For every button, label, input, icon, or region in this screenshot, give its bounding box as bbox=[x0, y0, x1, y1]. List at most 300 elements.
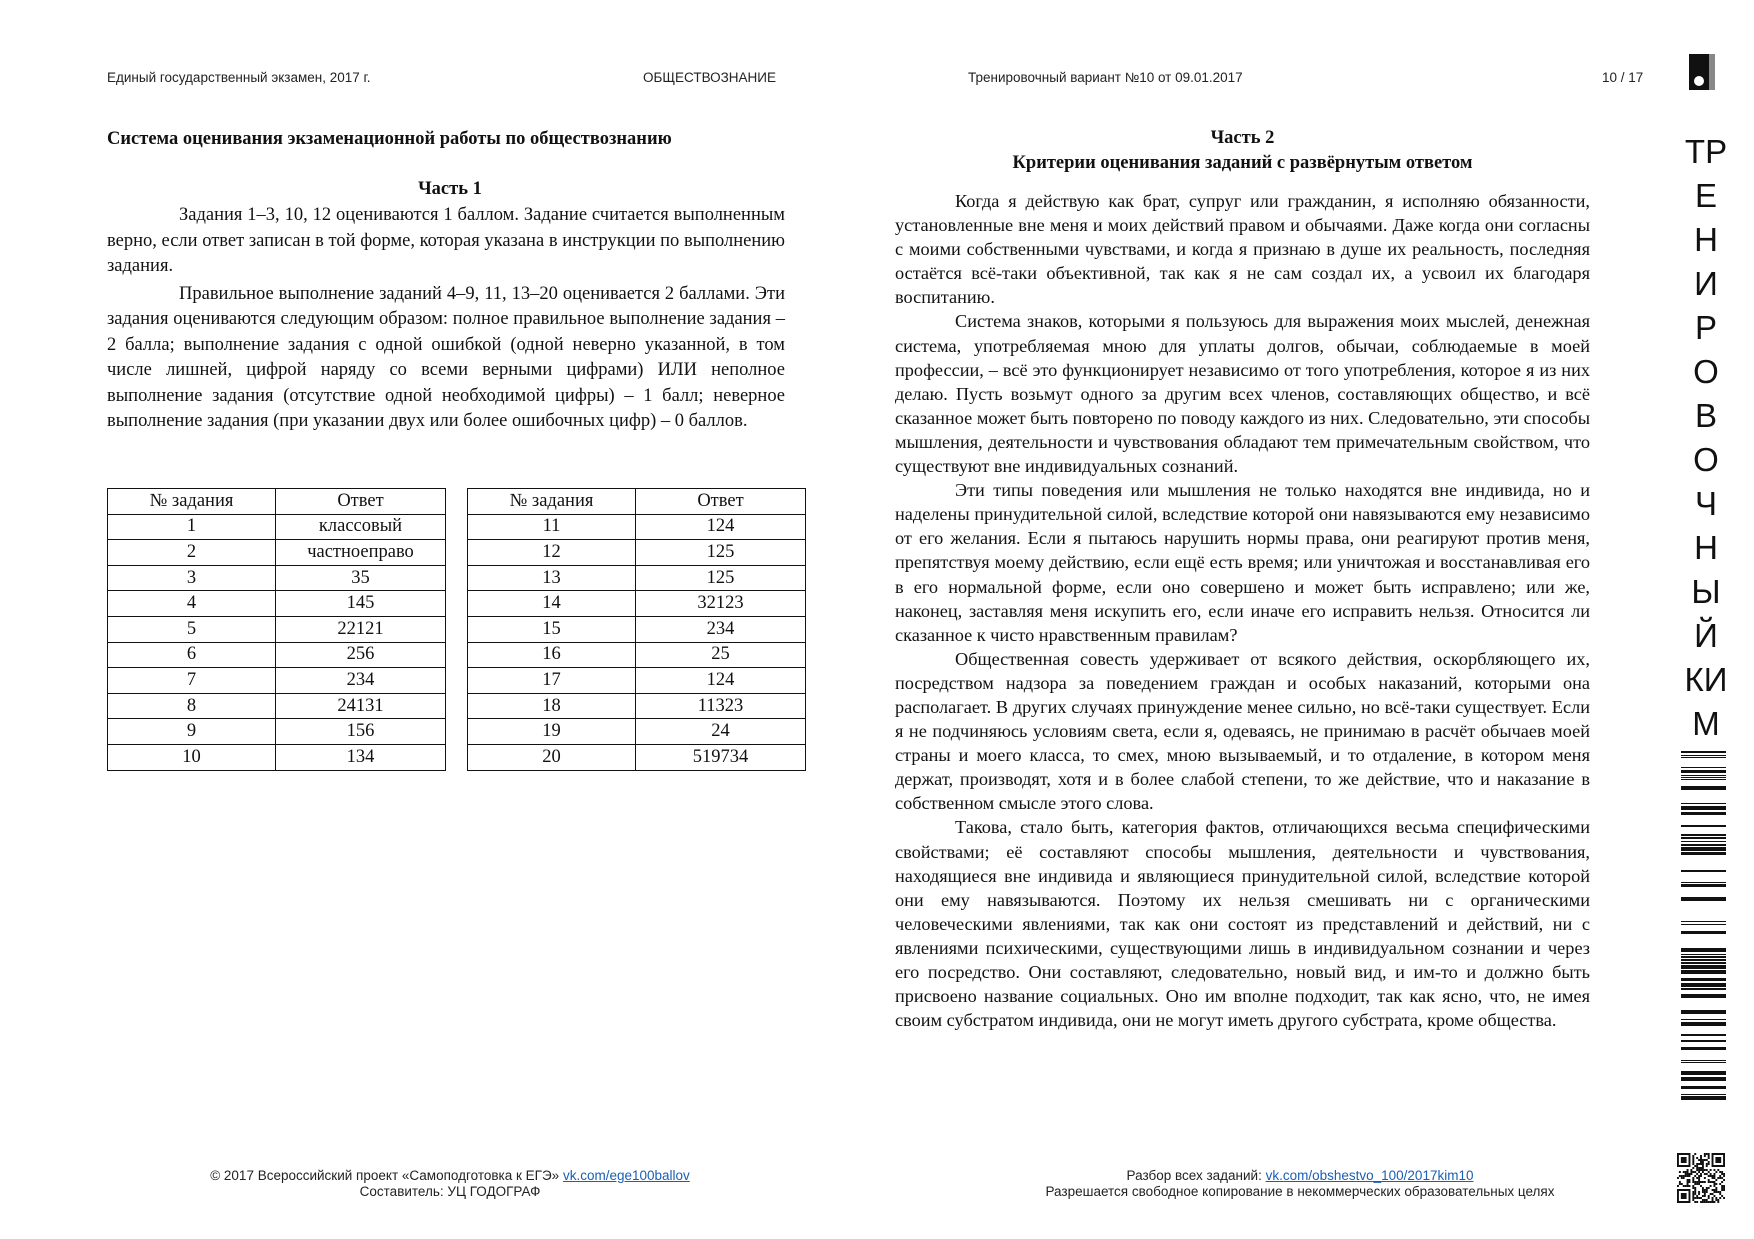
barcode-bar bbox=[1681, 882, 1726, 883]
vertical-letter: О bbox=[1693, 441, 1719, 478]
barcode-bar bbox=[1681, 921, 1726, 922]
table-row bbox=[108, 693, 446, 719]
vertical-letter: Й bbox=[1694, 617, 1718, 654]
qr-module bbox=[1708, 1195, 1710, 1197]
barcode-bar bbox=[1681, 954, 1726, 955]
task-number-cell: 18 bbox=[468, 693, 636, 719]
part2-text bbox=[895, 189, 1590, 1032]
qr-module bbox=[1713, 1175, 1715, 1177]
answer-cell: 11323 bbox=[636, 693, 806, 719]
qr-module bbox=[1704, 1193, 1706, 1195]
qr-module bbox=[1692, 1163, 1694, 1165]
qr-module bbox=[1696, 1183, 1698, 1185]
answer-cell: 145 bbox=[276, 591, 446, 617]
barcode-bar bbox=[1681, 1010, 1726, 1014]
qr-module bbox=[1704, 1159, 1706, 1161]
qr-module bbox=[1713, 1177, 1715, 1179]
qr-module bbox=[1687, 1179, 1689, 1181]
qr-module bbox=[1700, 1197, 1702, 1199]
barcode-bar bbox=[1681, 779, 1726, 780]
qr-module bbox=[1702, 1161, 1704, 1163]
barcode-bar bbox=[1681, 1060, 1726, 1061]
vertical-letter: Р bbox=[1694, 309, 1717, 346]
paragraph: Общественная совесть удерживает от всякого действия, оскорбляющего их, посредством надзора за поведением граждан и особых наказаний, которыми она располагает. В других случаях принуждение менее сильно, но всё-таки существует. Если я не подчиняюсь условиям света, если я, одеваясь, не принимаю в расчёт обычаев моей страны и моего класса, то смех, мною вызываемый, и то отдаление, в котором меня держат, производят, хотя и в более слабой степени, то же действие, что и наказание в собственном смысле этого слова. bbox=[895, 648, 1590, 814]
qr-module bbox=[1696, 1169, 1698, 1171]
qr-module bbox=[1692, 1187, 1694, 1189]
barcode-bar bbox=[1681, 978, 1726, 981]
qr-module bbox=[1715, 1199, 1717, 1201]
qr-module bbox=[1708, 1179, 1710, 1181]
qr-module bbox=[1694, 1189, 1696, 1191]
qr-module bbox=[1690, 1171, 1692, 1173]
answer-cell: 134 bbox=[276, 744, 446, 770]
barcode-bar bbox=[1681, 786, 1726, 790]
qr-module bbox=[1694, 1201, 1696, 1203]
footer-link-ege100ballov[interactable]: vk.com/ege100ballov bbox=[562, 1168, 690, 1183]
barcode-bar bbox=[1681, 812, 1726, 815]
table-row bbox=[468, 514, 806, 540]
qr-module bbox=[1694, 1193, 1696, 1195]
task-number-cell: 11 bbox=[468, 514, 636, 540]
barcode-bar bbox=[1681, 959, 1726, 961]
qr-module bbox=[1696, 1201, 1698, 1203]
qr-module bbox=[1719, 1197, 1721, 1199]
answer-cell: 124 bbox=[636, 668, 806, 694]
qr-module bbox=[1715, 1189, 1717, 1191]
vertical-letter: И bbox=[1694, 265, 1718, 302]
vertical-watermark-text bbox=[1676, 130, 1736, 746]
qr-module bbox=[1721, 1181, 1723, 1183]
table-header-row bbox=[468, 489, 806, 515]
qr-module bbox=[1721, 1185, 1723, 1187]
qr-module bbox=[1706, 1169, 1708, 1171]
task-number-cell: 17 bbox=[468, 668, 636, 694]
qr-module bbox=[1679, 1175, 1681, 1177]
qr-module bbox=[1719, 1183, 1721, 1185]
qr-module bbox=[1681, 1193, 1687, 1199]
table-row bbox=[108, 591, 446, 617]
paragraph: Когда я действую как брат, супруг или гражданин, я исполняю обязанности, установленные вне меня и моих действий правом и обычаями. Даже когда они согласны с моими собственными чувствами, и когда я признаю в душе их реальность, последняя остаётся всё-таки объективной, так как я не сам создал их, а усвоил их благодаря воспитанию. bbox=[895, 191, 1590, 308]
barcode-bar bbox=[1681, 924, 1726, 925]
vertical-letter: В bbox=[1694, 397, 1717, 434]
qr-module bbox=[1706, 1165, 1708, 1167]
barcode-bar bbox=[1681, 1062, 1726, 1063]
qr-module bbox=[1683, 1171, 1685, 1173]
qr-module bbox=[1708, 1161, 1710, 1163]
barcode-bar bbox=[1681, 806, 1726, 810]
qr-module bbox=[1717, 1177, 1719, 1179]
footer-copyright: © 2017 Всероссийский проект «Самоподготовка к ЕГЭ» bbox=[210, 1168, 563, 1183]
qr-module bbox=[1723, 1197, 1725, 1199]
qr-module bbox=[1704, 1181, 1706, 1183]
table-row bbox=[468, 668, 806, 694]
task-number-cell: 3 bbox=[108, 565, 276, 591]
qr-module bbox=[1702, 1163, 1704, 1165]
col-header-answer: Ответ bbox=[276, 489, 446, 515]
qr-module bbox=[1698, 1193, 1700, 1195]
qr-module bbox=[1719, 1177, 1721, 1179]
qr-module bbox=[1715, 1183, 1717, 1185]
barcode-bar bbox=[1681, 1034, 1726, 1036]
qr-module bbox=[1706, 1201, 1708, 1203]
qr-module bbox=[1723, 1179, 1725, 1181]
qr-module bbox=[1700, 1163, 1702, 1165]
qr-module bbox=[1710, 1181, 1712, 1183]
qr-module bbox=[1702, 1201, 1704, 1203]
qr-module bbox=[1710, 1175, 1712, 1177]
qr-module bbox=[1719, 1191, 1721, 1193]
barcode-bar bbox=[1681, 983, 1726, 987]
qr-module bbox=[1712, 1201, 1714, 1203]
table-row bbox=[108, 540, 446, 566]
barcode-bar bbox=[1681, 931, 1726, 934]
qr-module bbox=[1694, 1165, 1696, 1167]
qr-module bbox=[1694, 1153, 1696, 1155]
table-row bbox=[468, 540, 806, 566]
qr-module bbox=[1694, 1171, 1696, 1173]
vertical-letter: О bbox=[1693, 353, 1719, 390]
qr-module bbox=[1696, 1157, 1698, 1159]
qr-module bbox=[1698, 1159, 1700, 1161]
qr-module bbox=[1713, 1189, 1715, 1191]
qr-module bbox=[1692, 1179, 1694, 1181]
qr-module bbox=[1698, 1167, 1700, 1169]
answer-cell: 24131 bbox=[276, 693, 446, 719]
task-number-cell: 5 bbox=[108, 616, 276, 642]
qr-module bbox=[1713, 1201, 1715, 1203]
qr-module bbox=[1696, 1195, 1698, 1197]
qr-module bbox=[1719, 1171, 1721, 1173]
qr-module bbox=[1712, 1193, 1714, 1195]
qr-module bbox=[1692, 1167, 1694, 1169]
barcode-bar bbox=[1681, 1047, 1726, 1050]
footer-author: Составитель: УЦ ГОДОГРАФ bbox=[359, 1184, 541, 1199]
answer-cell: частноеправо bbox=[276, 540, 446, 566]
table-row bbox=[108, 668, 446, 694]
barcode-bar bbox=[1681, 757, 1726, 758]
qr-module bbox=[1694, 1191, 1696, 1193]
qr-module bbox=[1679, 1171, 1681, 1173]
qr-module bbox=[1702, 1181, 1704, 1183]
qr-module bbox=[1692, 1161, 1694, 1163]
qr-module bbox=[1704, 1199, 1706, 1201]
qr-module bbox=[1700, 1185, 1702, 1187]
qr-module bbox=[1702, 1159, 1704, 1161]
qr-module bbox=[1712, 1175, 1714, 1177]
qr-module bbox=[1708, 1157, 1710, 1159]
qr-module bbox=[1679, 1181, 1681, 1183]
qr-module bbox=[1715, 1191, 1717, 1193]
answer-cell: 124 bbox=[636, 514, 806, 540]
qr-module bbox=[1706, 1187, 1708, 1189]
qr-module bbox=[1692, 1193, 1694, 1195]
qr-module bbox=[1702, 1195, 1704, 1197]
qr-module bbox=[1696, 1163, 1698, 1165]
qr-module bbox=[1721, 1171, 1723, 1173]
qr-module bbox=[1687, 1185, 1689, 1187]
qr-module bbox=[1713, 1185, 1715, 1187]
qr-module bbox=[1677, 1185, 1679, 1187]
footer-link-analysis[interactable]: vk.com/obshestvo_100/2017kim10 bbox=[1265, 1168, 1474, 1183]
qr-module bbox=[1698, 1191, 1700, 1193]
qr-module bbox=[1708, 1181, 1710, 1183]
qr-module bbox=[1702, 1191, 1704, 1193]
barcode-bar bbox=[1681, 770, 1726, 773]
qr-module bbox=[1700, 1175, 1702, 1177]
qr-module bbox=[1717, 1191, 1719, 1193]
qr-module bbox=[1715, 1157, 1721, 1163]
qr-module bbox=[1713, 1195, 1715, 1197]
qr-module bbox=[1698, 1183, 1700, 1185]
qr-module bbox=[1702, 1171, 1704, 1173]
qr-module bbox=[1719, 1175, 1721, 1177]
qr-module bbox=[1713, 1183, 1715, 1185]
barcode-bar bbox=[1681, 965, 1726, 969]
qr-module bbox=[1717, 1169, 1719, 1171]
table-row bbox=[108, 719, 446, 745]
barcode-bar bbox=[1681, 1019, 1726, 1020]
qr-module bbox=[1704, 1169, 1706, 1171]
qr-module bbox=[1706, 1199, 1708, 1201]
qr-module bbox=[1700, 1155, 1702, 1157]
qr-module bbox=[1700, 1201, 1702, 1203]
qr-module bbox=[1706, 1189, 1708, 1191]
qr-module bbox=[1681, 1183, 1683, 1185]
barcode-bar bbox=[1681, 803, 1726, 804]
header-variant: Тренировочный вариант №10 от 09.01.2017 bbox=[968, 70, 1243, 85]
task-number-cell: 4 bbox=[108, 591, 276, 617]
qr-module bbox=[1689, 1181, 1691, 1183]
barcode-bar bbox=[1681, 988, 1726, 990]
qr-module bbox=[1704, 1195, 1706, 1197]
barcode-bar bbox=[1681, 1040, 1726, 1042]
qr-module bbox=[1704, 1177, 1706, 1179]
qr-module bbox=[1687, 1171, 1689, 1173]
answer-cell: 32123 bbox=[636, 591, 806, 617]
qr-module bbox=[1702, 1167, 1704, 1169]
qr-module bbox=[1692, 1171, 1694, 1173]
qr-module bbox=[1685, 1171, 1687, 1173]
qr-module bbox=[1708, 1187, 1710, 1189]
barcode-bar bbox=[1681, 1022, 1726, 1026]
qr-module bbox=[1721, 1173, 1723, 1175]
vertical-letter: Ы bbox=[1691, 573, 1721, 610]
vertical-letter: Е bbox=[1694, 177, 1717, 214]
qr-module bbox=[1700, 1157, 1702, 1159]
qr-module bbox=[1704, 1153, 1706, 1155]
qr-module bbox=[1698, 1163, 1700, 1165]
qr-module bbox=[1694, 1175, 1696, 1177]
qr-module bbox=[1715, 1187, 1717, 1189]
col-header-task: № задания bbox=[468, 489, 636, 515]
qr-module bbox=[1702, 1169, 1704, 1171]
answer-cell: 125 bbox=[636, 565, 806, 591]
barcode-bar bbox=[1681, 970, 1726, 974]
logo-icon bbox=[1689, 54, 1715, 90]
qr-module bbox=[1700, 1173, 1702, 1175]
barcode-bar bbox=[1681, 755, 1726, 756]
qr-module bbox=[1723, 1189, 1725, 1191]
task-number-cell: 14 bbox=[468, 591, 636, 617]
qr-module bbox=[1715, 1197, 1717, 1199]
answer-cell: 25 bbox=[636, 642, 806, 668]
qr-module bbox=[1696, 1177, 1698, 1179]
table-row bbox=[468, 565, 806, 591]
qr-module bbox=[1706, 1159, 1708, 1161]
qr-module bbox=[1712, 1199, 1714, 1201]
task-number-cell: 1 bbox=[108, 514, 276, 540]
page-title: Система оценивания экзаменационной работы по обществознанию bbox=[107, 129, 672, 149]
qr-module bbox=[1708, 1171, 1710, 1173]
task-number-cell: 10 bbox=[108, 744, 276, 770]
qr-module bbox=[1690, 1173, 1692, 1175]
barcode-bar bbox=[1681, 837, 1726, 839]
qr-module bbox=[1712, 1181, 1714, 1183]
vertical-letter: КИ bbox=[1684, 661, 1728, 698]
table-row bbox=[108, 514, 446, 540]
qr-module bbox=[1704, 1155, 1706, 1157]
barcode-bar bbox=[1681, 1094, 1726, 1095]
qr-module bbox=[1710, 1193, 1712, 1195]
vertical-letter: Н bbox=[1694, 529, 1718, 566]
qr-module bbox=[1698, 1171, 1700, 1173]
answer-cell: 234 bbox=[276, 668, 446, 694]
table-row bbox=[468, 642, 806, 668]
qr-module bbox=[1696, 1197, 1698, 1199]
qr-module bbox=[1713, 1173, 1715, 1175]
qr-module bbox=[1694, 1187, 1696, 1189]
part1-heading: Часть 1 bbox=[418, 179, 482, 199]
table-row bbox=[468, 744, 806, 770]
table-row bbox=[468, 719, 806, 745]
barcode-bar bbox=[1681, 847, 1726, 851]
task-number-cell: 9 bbox=[108, 719, 276, 745]
qr-module bbox=[1692, 1199, 1694, 1201]
qr-module bbox=[1712, 1197, 1714, 1199]
qr-module bbox=[1698, 1177, 1700, 1179]
qr-module bbox=[1708, 1175, 1710, 1177]
answer-cell: 234 bbox=[636, 616, 806, 642]
footer-analysis-label: Разбор всех заданий: bbox=[1126, 1168, 1266, 1183]
barcode-bar bbox=[1681, 1077, 1726, 1081]
qr-module bbox=[1681, 1175, 1683, 1177]
qr-module bbox=[1704, 1189, 1706, 1191]
barcode-bar bbox=[1681, 962, 1726, 964]
qr-module bbox=[1700, 1161, 1702, 1163]
qr-module bbox=[1694, 1183, 1696, 1185]
task-number-cell: 6 bbox=[108, 642, 276, 668]
answer-cell: 24 bbox=[636, 719, 806, 745]
qr-module bbox=[1685, 1173, 1687, 1175]
qr-module bbox=[1708, 1155, 1710, 1157]
qr-module bbox=[1721, 1195, 1723, 1197]
task-number-cell: 20 bbox=[468, 744, 636, 770]
qr-module bbox=[1721, 1187, 1723, 1189]
qr-module bbox=[1692, 1155, 1694, 1157]
qr-module bbox=[1708, 1153, 1710, 1155]
qr-module bbox=[1710, 1169, 1712, 1171]
qr-module bbox=[1698, 1197, 1700, 1199]
qr-module bbox=[1689, 1175, 1691, 1177]
footer-left bbox=[150, 1168, 750, 1200]
qr-module bbox=[1708, 1201, 1710, 1203]
answers-table-1-10 bbox=[107, 488, 446, 771]
vertical-letter: М bbox=[1692, 705, 1720, 742]
qr-module bbox=[1708, 1163, 1710, 1165]
qr-module bbox=[1702, 1165, 1704, 1167]
qr-module bbox=[1698, 1169, 1700, 1171]
qr-module bbox=[1723, 1175, 1725, 1177]
header-exam-title: Единый государственный экзамен, 2017 г. bbox=[107, 70, 371, 85]
qr-module bbox=[1719, 1193, 1721, 1195]
qr-module bbox=[1687, 1173, 1689, 1175]
qr-module bbox=[1713, 1169, 1715, 1171]
qr-module bbox=[1685, 1175, 1687, 1177]
table-row bbox=[468, 616, 806, 642]
task-number-cell: 7 bbox=[108, 668, 276, 694]
qr-module bbox=[1698, 1175, 1700, 1177]
col-header-task: № задания bbox=[108, 489, 276, 515]
barcode-bar bbox=[1681, 1071, 1726, 1075]
qr-module bbox=[1689, 1173, 1691, 1175]
barcode-bar bbox=[1681, 948, 1726, 952]
answer-cell: классовый bbox=[276, 514, 446, 540]
qr-module bbox=[1710, 1185, 1712, 1187]
qr-module bbox=[1708, 1197, 1710, 1199]
answer-cell: 35 bbox=[276, 565, 446, 591]
qr-module bbox=[1685, 1185, 1687, 1187]
qr-module bbox=[1692, 1195, 1694, 1197]
qr-module bbox=[1696, 1165, 1698, 1167]
paragraph: Задания 1–3, 10, 12 оцениваются 1 баллом. Задание считается выполненным верно, если ответ записан в той форме, которая указана в инструкции по выполнению задания. bbox=[107, 205, 785, 276]
qr-module bbox=[1715, 1179, 1717, 1181]
qr-module bbox=[1700, 1159, 1702, 1161]
qr-module bbox=[1696, 1173, 1698, 1175]
footer-right bbox=[1000, 1168, 1600, 1200]
answer-cell: 22121 bbox=[276, 616, 446, 642]
qr-module bbox=[1702, 1189, 1704, 1191]
qr-module bbox=[1683, 1177, 1685, 1179]
qr-module bbox=[1687, 1181, 1689, 1183]
footer-license: Разрешается свободное копирование в некоммерческих образовательных целях bbox=[1045, 1184, 1555, 1199]
qr-module bbox=[1692, 1197, 1694, 1199]
qr-module bbox=[1696, 1167, 1698, 1169]
barcode-bar bbox=[1681, 870, 1726, 872]
qr-module bbox=[1679, 1183, 1681, 1185]
barcode-bar bbox=[1681, 897, 1726, 901]
qr-module bbox=[1700, 1167, 1702, 1169]
barcode-bar bbox=[1681, 767, 1726, 768]
part1-instructions bbox=[107, 203, 785, 435]
col-header-answer: Ответ bbox=[636, 489, 806, 515]
answer-cell: 256 bbox=[276, 642, 446, 668]
qr-module bbox=[1694, 1197, 1696, 1199]
qr-module bbox=[1713, 1181, 1715, 1183]
task-number-cell: 13 bbox=[468, 565, 636, 591]
qr-module bbox=[1712, 1189, 1714, 1191]
qr-module bbox=[1683, 1185, 1685, 1187]
qr-module bbox=[1694, 1181, 1696, 1183]
task-number-cell: 12 bbox=[468, 540, 636, 566]
paragraph: Система знаков, которыми я пользуюсь для выражения моих мыслей, денежная система, употребляемая мною для уплаты долгов, обычаи, соблюдаемые в моей профессии, – всё это функционирует независимо от того употребления, которое я из них делаю. Пусть возьмут одного за другим всех членов, составляющих общество, и всё сказанное может быть повторено по поводу каждого из них. Следовательно, эти способы мышления, деятельности и чувствования обладают тем примечательным свойством, что существуют вне индивидуальных сознаний. bbox=[895, 311, 1590, 477]
qr-module bbox=[1698, 1181, 1700, 1183]
paragraph: Правильное выполнение заданий 4–9, 11, 13–20 оценивается 2 баллами. Эти задания оцениваются следующим образом: полное правильное выполнение задания – 2 балла; выполнение задания с одной ошибкой (одной неверно указанной, в том числе лишней, цифрой наряду со всеми верными цифрами) ИЛИ неполное выполнение задания (отсутствие одной необходимой цифры) – 1 балл; неверное выполнение задания (при указании двух или более ошибочных цифр) – 0 баллов. bbox=[107, 283, 785, 431]
barcode-bar bbox=[1681, 956, 1726, 958]
barcode-bar bbox=[1681, 884, 1726, 887]
qr-module bbox=[1706, 1153, 1708, 1155]
answer-cell: 125 bbox=[636, 540, 806, 566]
qr-module bbox=[1713, 1191, 1715, 1193]
